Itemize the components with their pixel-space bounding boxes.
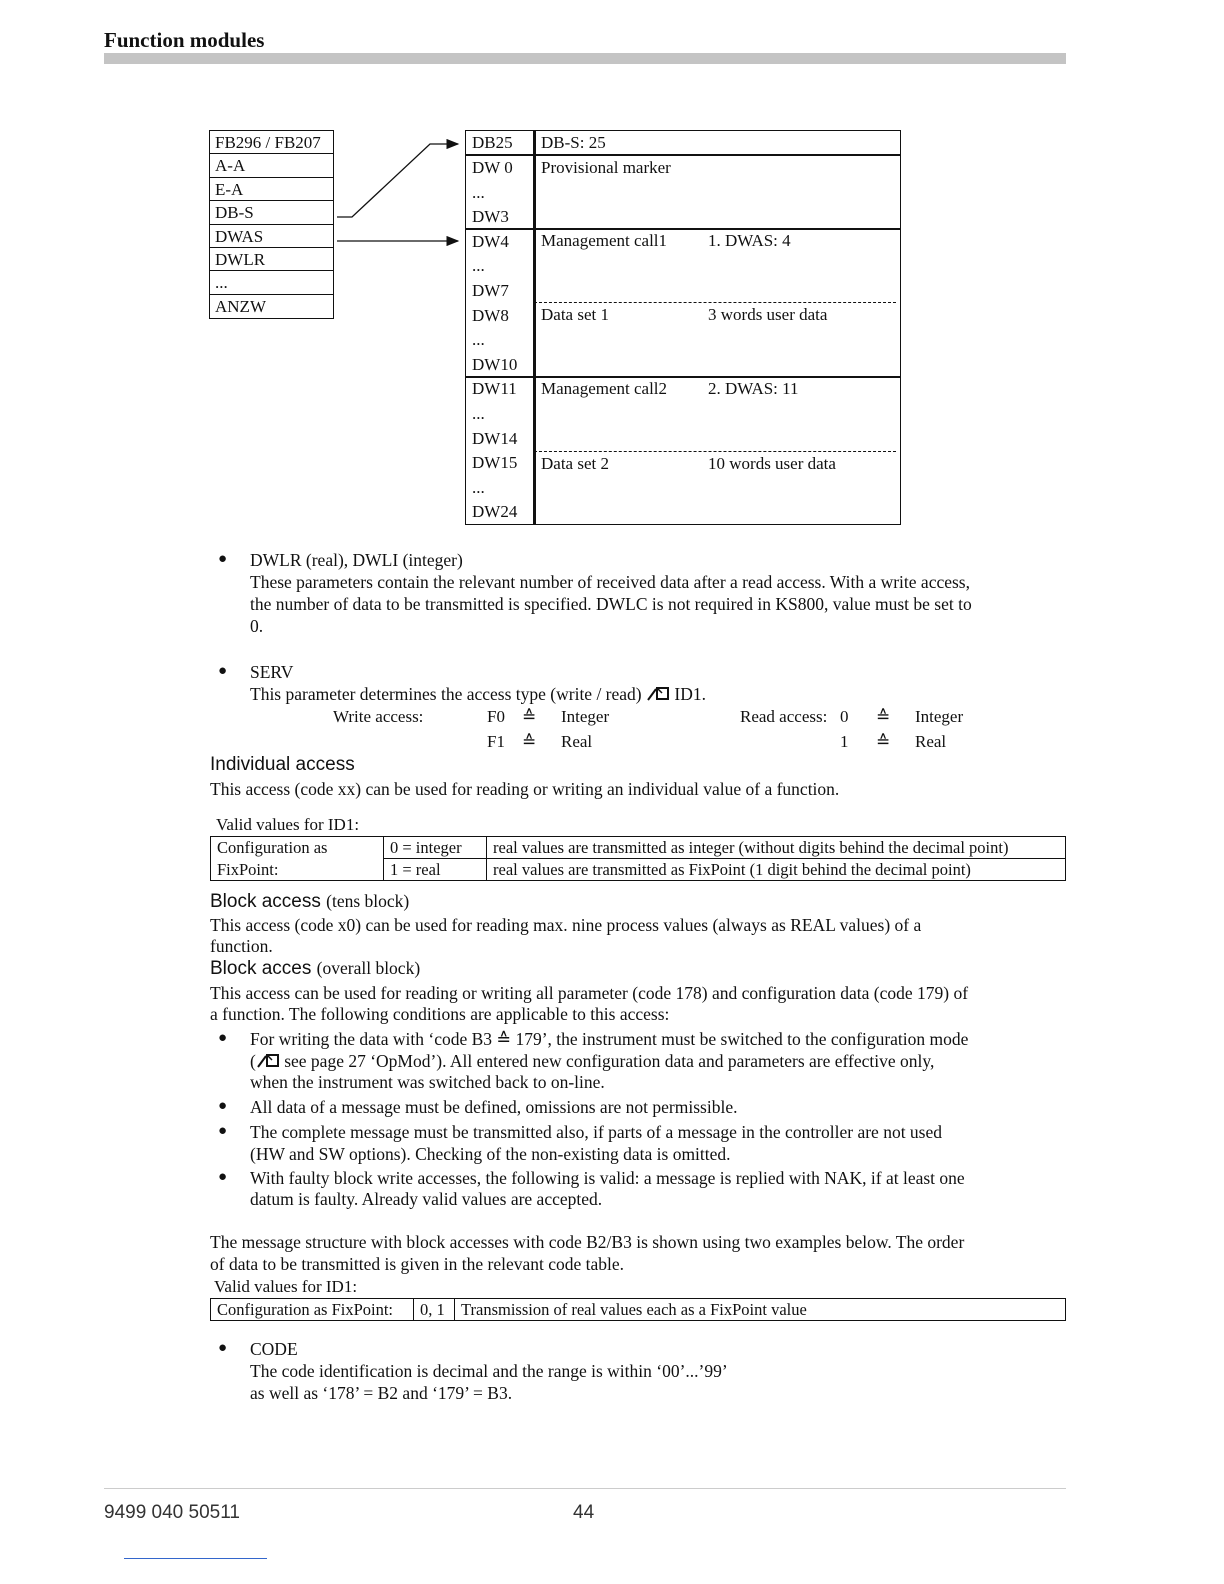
- db-label: Management call2: [541, 379, 668, 398]
- section-title: Function modules: [104, 28, 265, 52]
- db-word-label: DW4: [472, 231, 509, 251]
- heading-text: Block acces: [210, 958, 312, 979]
- table-cell: real values are transmitted as integer (without digits behind the decimal point): [487, 837, 1066, 859]
- db-dash-separator: [534, 451, 896, 452]
- db-word-label: ...: [472, 182, 485, 202]
- see-reference-icon: [646, 685, 670, 707]
- dwlr-title: DWLR (real), DWLI (integer): [250, 550, 463, 570]
- read-code: 0: [840, 707, 849, 726]
- condition-line: (HW and SW options). Checking of the non-existing data is omitted.: [250, 1144, 731, 1164]
- footer-divider: [104, 1488, 1066, 1489]
- db-word-label: DW7: [472, 281, 509, 300]
- document-number: 9499 040 50511: [104, 1502, 240, 1523]
- db-word-label: DW15: [472, 453, 518, 473]
- heading-sub: (overall block): [316, 958, 421, 978]
- bullet-icon: ●: [218, 1340, 228, 1356]
- corresponds-icon: ≙: [876, 707, 891, 726]
- db-word-label: DW 0: [472, 158, 513, 177]
- fb-row: DWAS: [210, 225, 333, 248]
- message-line: The message structure with block accesses with code B2/B3 is shown using two examples below. The order: [210, 1232, 965, 1252]
- individual-text: This access (code xx) can be used for reading or writing an individual value of a function.: [210, 779, 840, 799]
- fb-row: DB-S: [210, 201, 333, 224]
- db-label: Management call1: [541, 231, 668, 250]
- db-word-label: DW14: [472, 428, 518, 448]
- dwlr-line: the number of data to be transmitted is specified. DWLC is not required in KS800, value must be set to: [250, 594, 972, 614]
- write-type: Integer: [561, 707, 610, 726]
- page-number: 44: [573, 1502, 595, 1523]
- header-bar: [104, 53, 1066, 64]
- fb-row: ANZW: [215, 296, 266, 316]
- db-value: 3 words user data: [708, 305, 828, 324]
- table-cell: Configuration as FixPoint:: [211, 1299, 414, 1321]
- table-cell: Transmission of real values each as a FixPoint value: [455, 1299, 1066, 1321]
- block-overall-heading: [210, 958, 420, 980]
- write-code: F0: [487, 707, 505, 726]
- db-value: 1. DWAS: 4: [708, 231, 791, 250]
- condition-line: when the instrument was switched back to on-line.: [250, 1072, 605, 1092]
- db-word-label: DW10: [472, 354, 518, 374]
- db-header-left: DB25: [472, 133, 513, 152]
- serv-line-a: This parameter determines the access type (write / read): [250, 684, 642, 704]
- condition-text: see page 27 ‘OpMod’). All entered new configuration data and parameters are effective only,: [284, 1051, 935, 1071]
- block-tens-line: function.: [210, 936, 273, 956]
- read-type: Real: [915, 732, 947, 751]
- read-code: 1: [840, 732, 849, 751]
- db-word-label: ...: [472, 256, 485, 276]
- bullet-icon: ●: [218, 663, 228, 679]
- db-header-right: DB-S: 25: [541, 133, 606, 152]
- message-line: of data to be transmitted is given in the relevant code table.: [210, 1254, 625, 1274]
- block-overall-line: a function. The following conditions are applicable to this access:: [210, 1004, 670, 1024]
- condition-line: ( see page 27 ‘OpMod’). All entered new configuration data and parameters are effective only,: [250, 1050, 934, 1074]
- db-value: 2. DWAS: 11: [708, 379, 799, 398]
- fb-parameter-box: [209, 130, 334, 319]
- fixpoint-table: [210, 1298, 1066, 1321]
- db-word-label: DW11: [472, 379, 517, 399]
- id1-values-table: [210, 836, 1066, 881]
- block-access-heading: [210, 891, 409, 913]
- bullet-icon: ●: [218, 1123, 228, 1139]
- individual-access-heading: Individual access: [210, 754, 355, 775]
- db-separator: [466, 154, 900, 156]
- db-word-label: ...: [472, 404, 485, 423]
- read-type: Integer: [915, 707, 964, 726]
- condition-line: The complete message must be transmitted also, if parts of a message in the controller are not used: [250, 1122, 943, 1142]
- db-divider: [533, 131, 536, 524]
- db-word-label: ...: [472, 330, 485, 350]
- write-access-label: Write access:: [333, 707, 424, 726]
- table-label: Valid values for ID1:: [216, 815, 360, 834]
- table-cell: real values are transmitted as FixPoint (1 digit behind the decimal point): [487, 859, 1066, 881]
- serv-title: SERV: [250, 662, 294, 682]
- fb-row: E-A: [210, 178, 333, 201]
- serv-text: [250, 683, 706, 707]
- fb-row: FB296 / FB207: [210, 131, 333, 154]
- dwlr-line: These parameters contain the relevant number of received data after a read access. With a write access,: [250, 572, 970, 592]
- fb-row: A-A: [210, 154, 333, 177]
- code-title: CODE: [250, 1339, 298, 1359]
- table-cell: 0, 1: [414, 1299, 455, 1321]
- code-line: as well as ‘178’ = B2 and ‘179’ = B3.: [250, 1383, 513, 1403]
- db-separator: [466, 228, 900, 230]
- db-word-label: DW3: [472, 207, 509, 227]
- corresponds-icon: ≙: [876, 732, 891, 751]
- db-label: Provisional marker: [541, 158, 671, 177]
- serv-line-b: ID1.: [674, 684, 706, 704]
- condition-line: For writing the data with ‘code B3 ≙ 179’, the instrument must be switched to the configuration mode: [250, 1029, 969, 1049]
- read-access-label: Read access:: [740, 707, 828, 726]
- condition-line: All data of a message must be defined, omissions are not permissible.: [250, 1097, 738, 1117]
- code-line: The code identification is decimal and the range is within ‘00’...’99’: [250, 1361, 728, 1381]
- db-label: Data set 2: [541, 454, 609, 473]
- diagram-arrows: [330, 130, 470, 250]
- heading-sub: (tens block): [326, 891, 410, 911]
- bullet-icon: ●: [218, 1030, 228, 1046]
- db-separator: [466, 376, 900, 378]
- heading-text: Block access: [210, 891, 321, 912]
- table-cell: 0 = integer: [384, 837, 487, 859]
- table-cell: 1 = real: [384, 859, 487, 881]
- db-label: Data set 1: [541, 305, 609, 324]
- dbs-arrow: [337, 144, 458, 217]
- db-word-label: ...: [472, 477, 485, 497]
- db-dash-separator: [534, 302, 896, 303]
- fb-row: DWLR: [210, 248, 333, 271]
- db-value: 10 words user data: [708, 454, 836, 473]
- bullet-icon: ●: [218, 1169, 228, 1185]
- table-cell: Configuration as: [211, 837, 384, 859]
- bullet-icon: ●: [218, 551, 228, 567]
- db-word-label: DW8: [472, 305, 509, 325]
- condition-line: With faulty block write accesses, the following is valid: a message is replied with NAK, if at least one: [250, 1168, 965, 1188]
- table-cell: FixPoint:: [211, 859, 384, 881]
- table-label: Valid values for ID1:: [214, 1277, 358, 1296]
- bullet-icon: ●: [218, 1098, 228, 1114]
- block-overall-line: This access can be used for reading or writing all parameter (code 178) and configuration data (code 179) of: [210, 983, 969, 1003]
- fb-row: ...: [210, 271, 333, 294]
- db-memory-box: [465, 130, 901, 525]
- footer-link-underline[interactable]: [124, 1558, 267, 1559]
- write-code: F1: [487, 732, 505, 751]
- write-type: Real: [561, 732, 593, 751]
- block-tens-line: This access (code x0) can be used for reading max. nine process values (always as REAL values) of a: [210, 915, 922, 935]
- db-word-label: DW24: [472, 502, 518, 522]
- dwlr-line: 0.: [250, 616, 264, 636]
- corresponds-icon: ≙: [522, 732, 537, 751]
- condition-line: datum is faulty. Already valid values are accepted.: [250, 1189, 603, 1209]
- corresponds-icon: ≙: [522, 707, 537, 726]
